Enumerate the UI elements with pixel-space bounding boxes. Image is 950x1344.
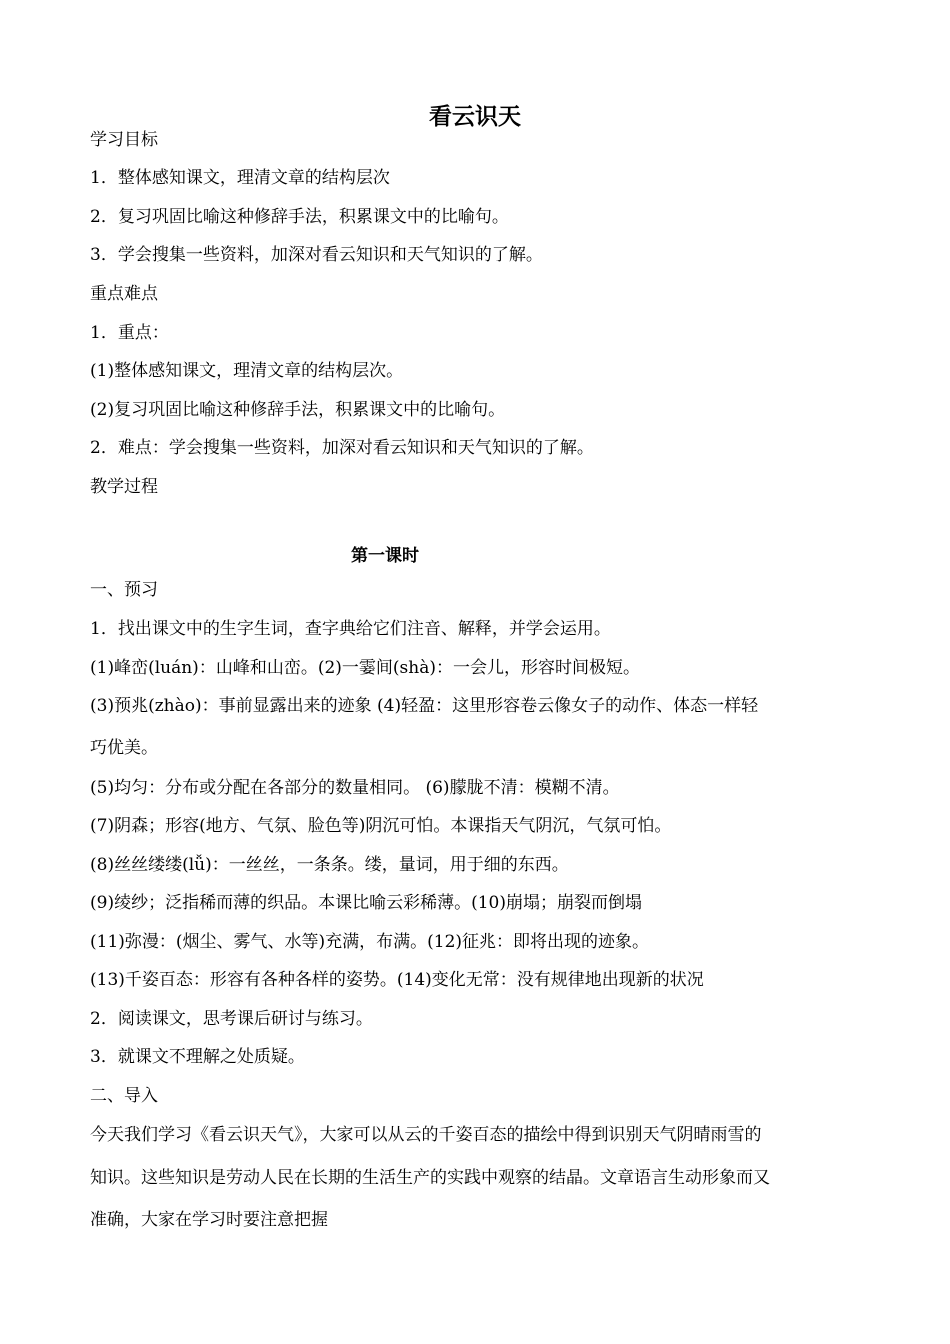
heading-teaching-process: 教学过程 [90,477,158,497]
text-line: 2．难点：学会搜集一些资料，加深对看云知识和天气知识的了解。 [90,438,594,458]
heading-key-points: 重点难点 [90,284,158,304]
heading-preview: 一、预习 [90,580,158,600]
text-line: (8)丝丝缕缕(lǚ)：一丝丝，一条条。缕，量词，用于细的东西。 [90,855,569,875]
section-title: 第一课时 [351,546,419,566]
heading-introduction: 二、导入 [90,1086,158,1106]
text-line: (9)绫纱；泛指稀而薄的织品。本课比喻云彩稀薄。(10)崩塌；崩裂而倒塌 [90,893,642,913]
text-line: 1．整体感知课文，理清文章的结构层次 [90,168,390,188]
text-line: (5)均匀：分布或分配在各部分的数量相同。 (6)朦胧不清：模糊不清。 [90,778,620,798]
heading-learning-goals: 学习目标 [90,130,158,150]
text-line: 知识。这些知识是劳动人民在长期的生活生产的实践中观察的结晶。文章语言生动形象而又 [90,1168,770,1188]
text-line: (1)整体感知课文，理清文章的结构层次。 [90,361,404,381]
text-line: 3．学会搜集一些资料，加深对看云知识和天气知识的了解。 [90,245,543,265]
text-line: (1)峰峦(luán)：山峰和山峦。(2)一霎间(shà)：一会儿，形容时间极短。 [90,658,640,678]
text-line: (13)千姿百态：形容有各种各样的姿势。(14)变化无常：没有规律地出现新的状况 [90,970,704,990]
text-line: 1．重点： [90,323,169,343]
text-line: (2)复习巩固比喻这种修辞手法，积累课文中的比喻句。 [90,400,506,420]
text-line: 1．找出课文中的生字生词，查字典给它们注音、解释，并学会运用。 [90,619,611,639]
text-line: 2．复习巩固比喻这种修辞手法，积累课文中的比喻句。 [90,207,509,227]
text-line: 3．就课文不理解之处质疑。 [90,1047,305,1067]
text-line: 准确，大家在学习时要注意把握 [90,1210,328,1230]
document-title: 看云识天 [429,104,521,130]
text-line: 今天我们学习《看云识天气》，大家可以从云的千姿百态的描绘中得到识别天气阴晴雨雪的 [90,1125,762,1145]
text-line: (7)阴森；形容(地方、气氛、脸色等)阴沉可怕。本课指天气阴沉，气氛可怕。 [90,816,672,836]
text-line: 巧优美。 [90,738,158,758]
text-line: (3)预兆(zhào)：事前显露出来的迹象 (4)轻盈：这里形容卷云像女子的动作、体态一样轻 [90,696,759,716]
text-line: 2．阅读课文，思考课后研讨与练习。 [90,1009,373,1029]
text-line: (11)弥漫：(烟尘、雾气、水等)充满，布满。(12)征兆：即将出现的迹象。 [90,932,650,952]
